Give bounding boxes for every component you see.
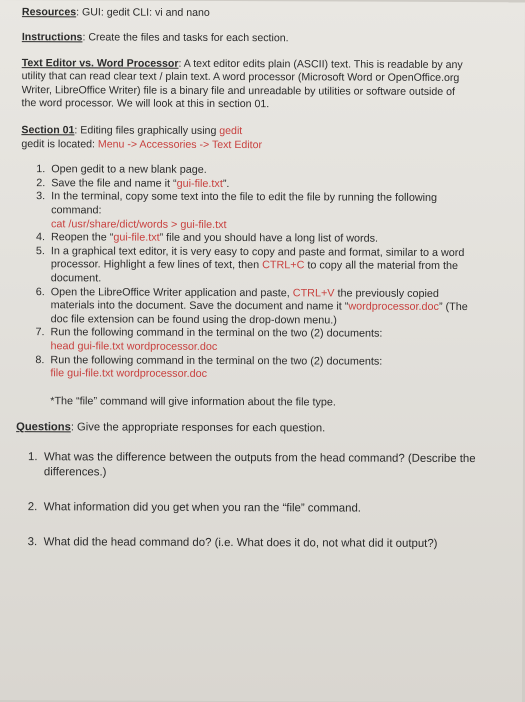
resources-text: : GUI: gedit CLI: vi and nano <box>76 6 210 19</box>
list-item: 8. Run the following command in the terminal on the two (2) documents: file gui-file.txt wordprocessor.doc <box>50 354 509 383</box>
instructions-text: : Create the files and tasks for each section. <box>82 31 289 45</box>
list-item: 1. Open gedit to a new blank page. <box>36 163 207 177</box>
intro-label: Text Editor vs. Word Processor <box>21 56 179 70</box>
command-text: head gui-file.txt wordprocessor.doc <box>50 340 218 353</box>
question-1: 1. What was the difference between the outputs from the head command? (Describe the differences.) <box>27 450 476 479</box>
command-text: file gui-file.txt wordprocessor.doc <box>50 367 208 381</box>
intro-line-1: : A text editor edits plain (ASCII) text. This is readable by any <box>178 57 463 71</box>
file-command-note: *The “file” command will give information about the file type. <box>50 394 336 409</box>
resources-line <box>22 6 511 22</box>
command-text: cat /usr/share/dict/words > gui-file.txt <box>50 217 227 231</box>
section-header <box>21 125 510 154</box>
questions-text: : Give the appropriate responses for each question. <box>70 421 326 435</box>
steps-list <box>35 163 510 383</box>
intro-line-4: the word processor. We will look at this in section 01. <box>21 97 270 111</box>
location-path: Menu -> Accessories -> Text Editor <box>97 138 263 151</box>
question-2: 2. What information did you get when you ran the “file” command. <box>27 500 362 515</box>
list-item: 5. In a graphical text editor, it is very easy to copy and paste and format, similar to a word processor. Highlight a few lines of text, then CTRL+C to copy all the material from the document. <box>35 244 465 285</box>
section-label: Section 01 <box>21 124 75 137</box>
list-item: 7. Run the following command in the terminal on the two (2) documents: head gui-file.txt wordprocessor.doc <box>50 327 509 356</box>
intro-line-2: utility that can read clear text / plain text. A word processor (Microsoft Word or OpenOffice.org <box>21 70 460 85</box>
list-item: 3. In the terminal, copy some text into the file to edit the file by running the following command: cat /usr/share/dict/words > gui-file.txt <box>51 191 510 234</box>
location-text: gedit is located: <box>21 137 98 151</box>
list-item: 6. Open the LibreOffice Writer application and paste, CTRL+V the previously copied materials into the document. Save the document and name it “wordprocessor.doc” (The doc file extension can be found using the drop-down menu.) <box>35 285 468 327</box>
instructions-label: Instructions <box>21 31 83 44</box>
question-3: 3. What did the head command do? (i.e. What does it do, not what did it output?) <box>27 535 438 550</box>
questions-header <box>16 421 509 435</box>
resources-label: Resources <box>21 6 77 19</box>
intro-line-3: Writer, LibreOffice Writer) file is a binary file and unreadable by utilities or software outside of <box>21 83 456 98</box>
intro-paragraph <box>22 57 511 113</box>
list-item: 4. Reopen the “gui-file.txt” file and you should have a long list of words. <box>35 231 379 245</box>
section-title: : Editing files graphically using <box>74 124 220 138</box>
questions-label: Questions <box>16 420 71 434</box>
instructions-line <box>22 32 511 48</box>
section-app: gedit <box>219 125 243 138</box>
list-item: 2. Save the file and name it “gui-file.txt”. <box>36 177 230 190</box>
